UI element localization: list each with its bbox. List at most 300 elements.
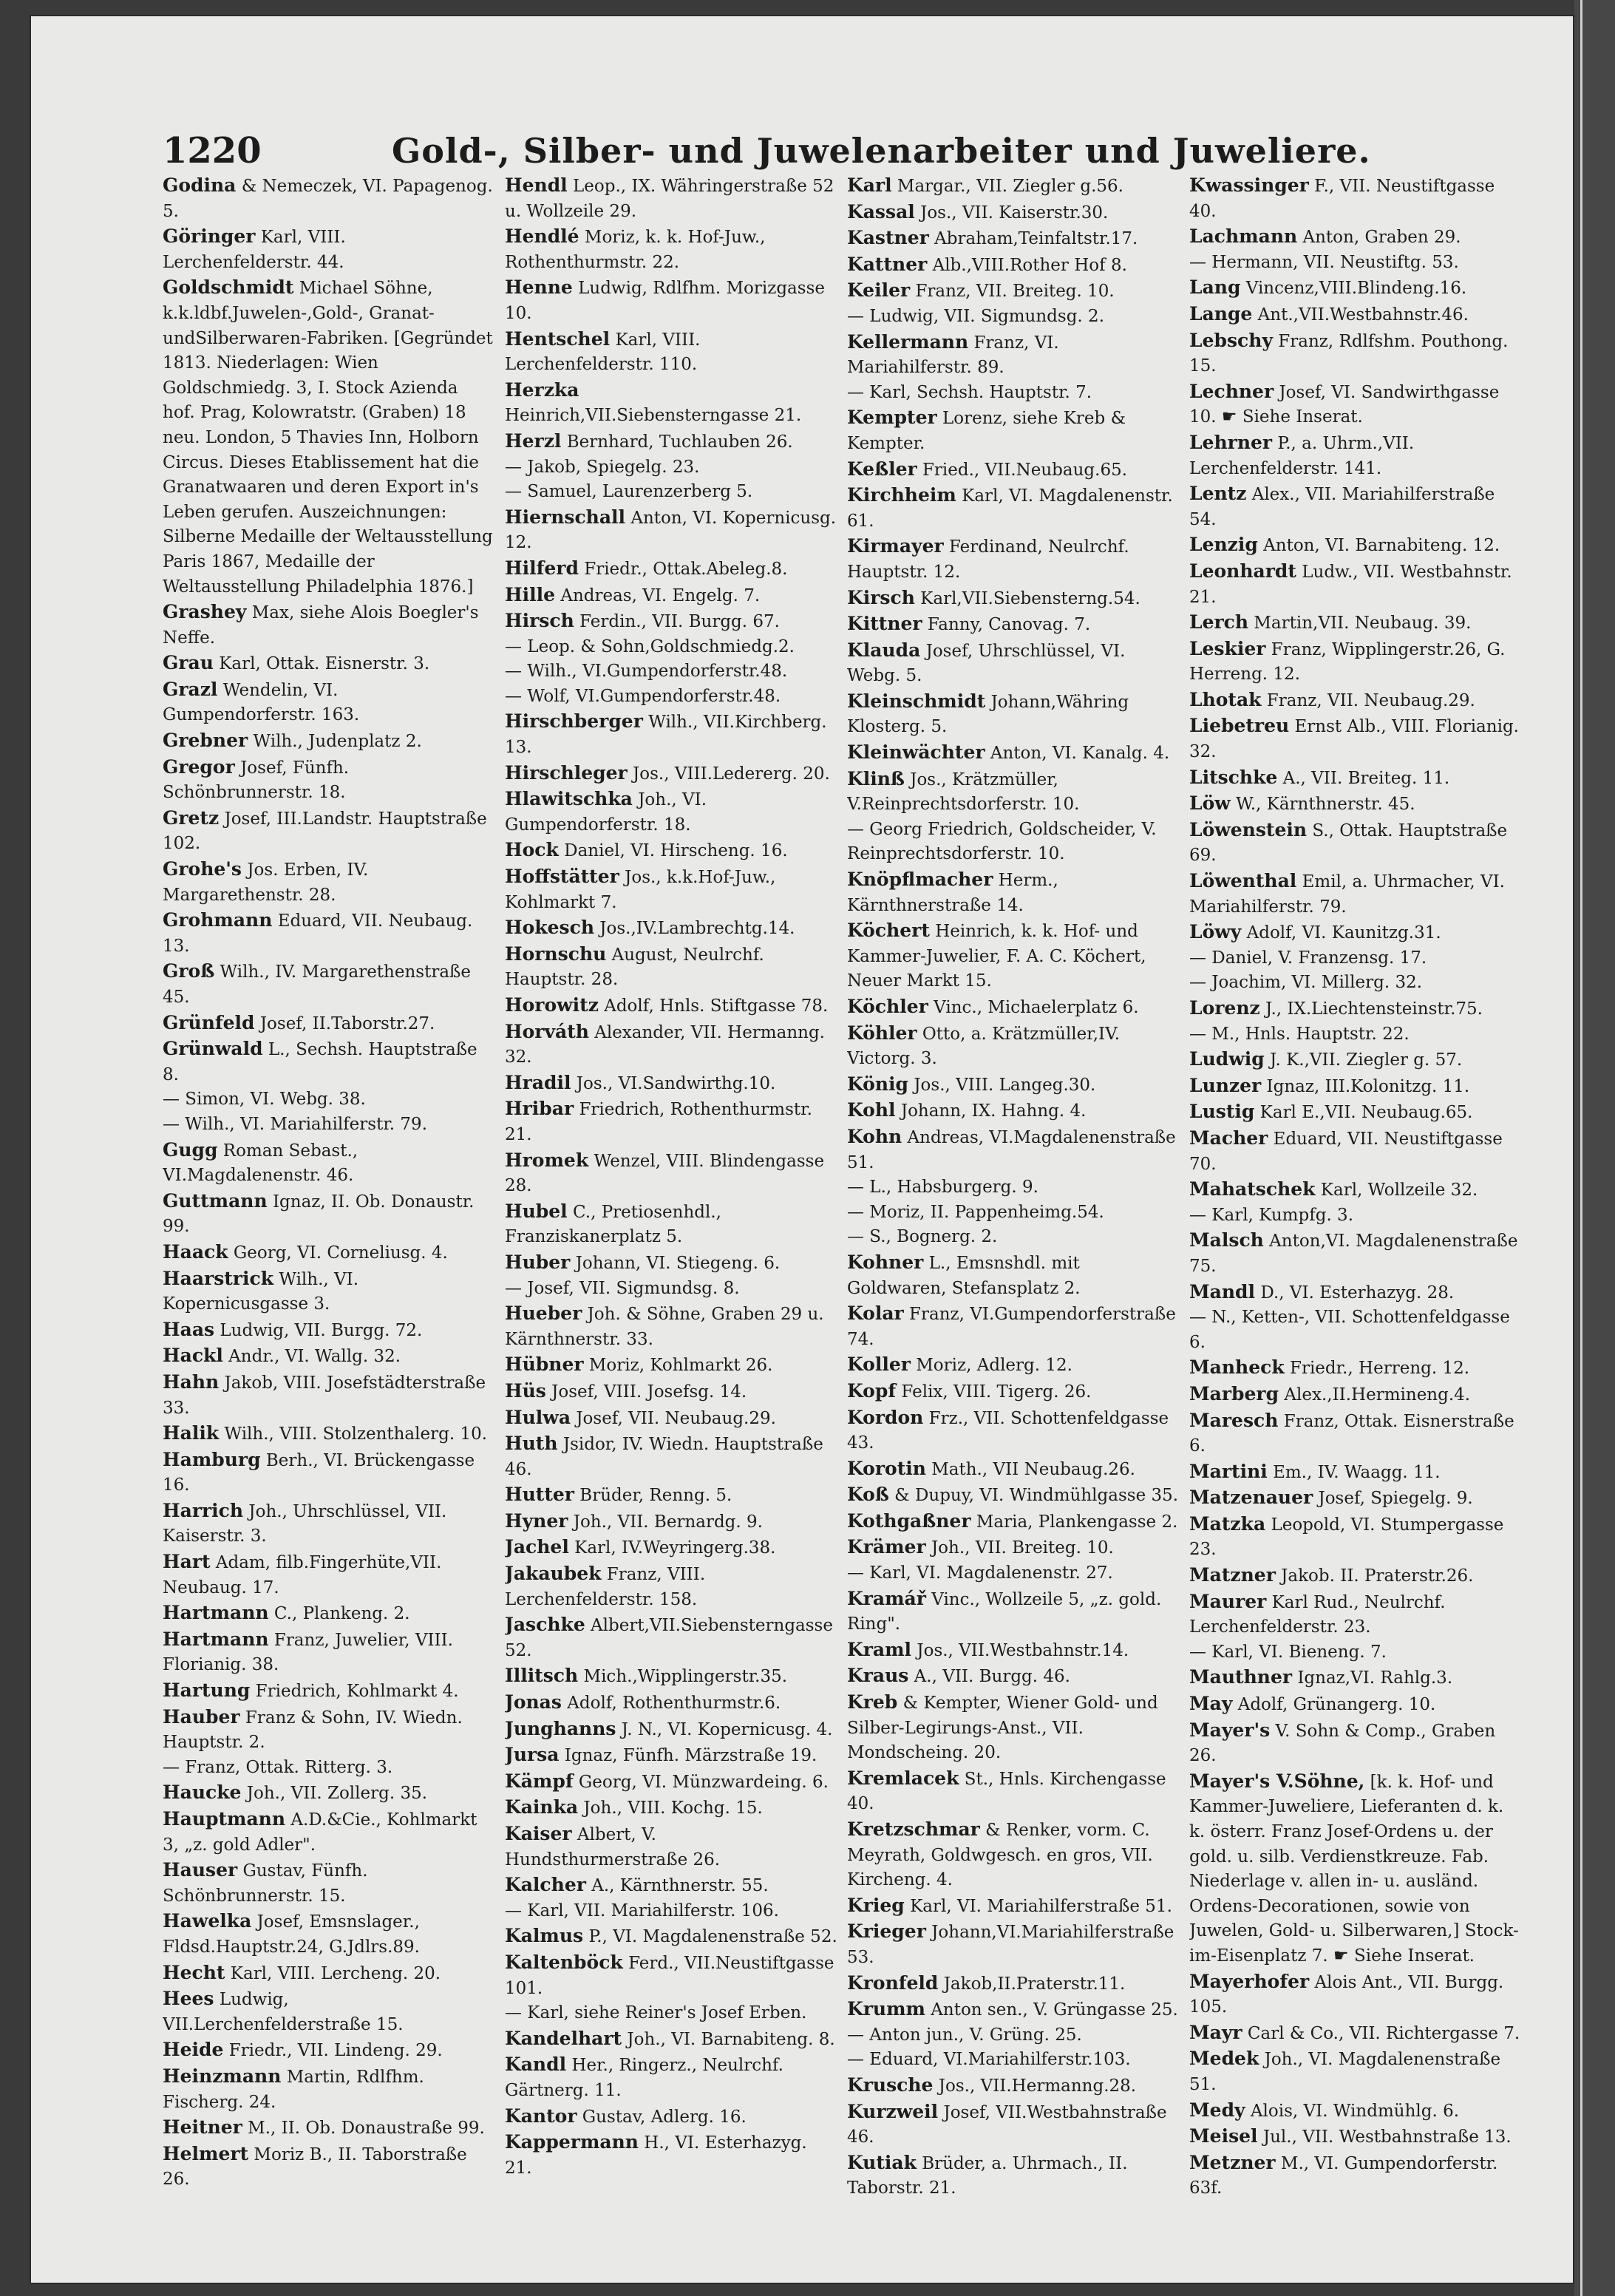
entry-details: — Jakob, Spiegelg. 23. (505, 457, 700, 477)
entry-name: Hendl (505, 174, 568, 196)
directory-entry (163, 1421, 495, 1447)
directory-entry (847, 1817, 1180, 1893)
directory-entry (163, 857, 495, 908)
directory-entry (505, 1795, 837, 1821)
entry-details: Heinrich,VII.Siebensterngasse 21. (505, 406, 802, 426)
entry-details: Ignaz,VI. Rahlg.3. (1292, 1668, 1453, 1688)
entry-name: Hawelka (163, 1910, 252, 1932)
entry-details: Franz & Sohn, IV. Wiedn. Hauptstr. 2. (163, 1708, 463, 1753)
entry-details: — Samuel, Laurenzerberg 5. (505, 482, 753, 502)
entry-details: Ignaz, II. Ob. Donaustr. 99. (163, 1192, 475, 1237)
entry-details: — Ludwig, VII. Sigmundsg. 2. (847, 306, 1104, 326)
entry-details: Alex., VII. Mariahilferstraße 54. (1189, 485, 1495, 529)
directory-entry (847, 918, 1180, 994)
entry-details: Karl, Ottak. Eisnerstr. 3. (213, 654, 430, 674)
entry-name: Mayr (1189, 2021, 1242, 2043)
directory-entry (1189, 713, 1522, 764)
entry-details: Josef, Fünfh. Schönbrunnerstr. 18. (163, 758, 350, 803)
entry-name: Guttmann (163, 1189, 268, 1212)
entry-name: Gugg (163, 1138, 218, 1161)
directory-entry (163, 755, 495, 806)
entry-details: [k. k. Hof- und Kammer-Juweliere, Lieferanten d. k. k. österr. Franz Josef-Ordens u. der gold. u. silb. Verdienstkreuze. Fab. Niederlage v. allen in- u. ausländ. Ordens-Decorationen, sowie von Juwelen, Gold- u. Silberwaren,] Stock-im-Eisenplatz 7. ☛ Siehe Inserat. (1189, 1772, 1519, 1966)
directory-entry (505, 942, 837, 993)
entry-details: Friedr., Ottak.Abeleg.8. (578, 559, 788, 579)
entry-details: Josef, II.Taborstr.27. (254, 1013, 435, 1033)
entry-name: Löw (1189, 792, 1231, 815)
directory-entry (847, 1482, 1180, 1509)
directory-entry (1189, 791, 1522, 818)
entry-details: Alex.,II.Hermineng.4. (1279, 1385, 1471, 1405)
entry-name: König (847, 1073, 909, 1095)
entry-name: Löwy (1189, 921, 1242, 943)
entry-details: Fried., VII.Neubaug.65. (917, 460, 1128, 480)
directory-entry (847, 1535, 1180, 1561)
entry-details: Alb.,VIII.Rother Hof 8. (927, 255, 1127, 275)
directory-entry (163, 1600, 495, 1627)
directory-entry (847, 278, 1180, 305)
entry-details: Joh., VI. Magdalenenstraße 51. (1189, 2050, 1501, 2094)
entry-details: Josef, VIII. Josefsg. 14. (545, 1382, 747, 1402)
entry-details: Karl, VI. Magdalenenstr. 61. (847, 486, 1173, 531)
entry-details: Mich.,Wipplingerstr.35. (578, 1667, 788, 1687)
entry-name: Kalcher (505, 1874, 586, 1896)
entry-name: Lehrner (1189, 431, 1273, 453)
directory-entry (505, 327, 837, 378)
entry-details: Wilh., VII.Kirchberg. 13. (505, 713, 827, 758)
directory-entry (1189, 1485, 1522, 1512)
entry-details: Johann, VI. Stiegeng. 6. (570, 1253, 781, 1273)
directory-entry (847, 483, 1180, 534)
entry-details: Adolf, Hnls. Stiftgasse 78. (598, 996, 829, 1016)
entry-name: Manheck (1189, 1356, 1285, 1379)
entry-details: Ignaz, III.Kolonitzg. 11. (1261, 1076, 1470, 1096)
directory-entry (847, 1766, 1180, 1817)
entry-details: Wilh., IV. Margarethenstraße 45. (163, 962, 472, 1007)
entry-details: St., Hnls. Kirchengasse 40. (847, 1769, 1166, 1814)
entry-name: Hüs (505, 1379, 546, 1402)
entry-name: May (1189, 1693, 1233, 1715)
directory-entry (163, 1087, 495, 1113)
entry-details: Roman Sebast., VI.Magdalenenstr. 46. (163, 1141, 358, 1186)
directory-entry (847, 1124, 1180, 1175)
entry-name: Kleinwächter (847, 741, 985, 764)
entry-name: Jakaubek (505, 1563, 602, 1585)
directory-entry (505, 1923, 837, 1950)
directory-entry (163, 1909, 495, 1960)
column-1 (163, 173, 495, 2228)
entry-name: Ludwig (1189, 1048, 1265, 1070)
entry-name: Leskier (1189, 637, 1266, 659)
directory-entry (505, 2104, 837, 2130)
entry-details: A., Kärnthnerstr. 55. (585, 1876, 769, 1896)
entry-details: — Josef, VII. Sigmundsg. 8. (505, 1278, 740, 1298)
entry-details: Josef, VI. Sandwirthgasse 10. ☛ Siehe Inserat. (1189, 382, 1500, 427)
entry-details: Michael Söhne, k.k.ldbf.Juwelen-,Gold-, Granat-undSilberwaren-Fabriken. [Gegründet 1813. Niederlagen: Wien Goldschmiedg. 3, I. Stock Azienda hof. Prag, Kolowratstr. (Graben) 18 neu. London, 5 Thavies Inn, Holborn Circus. Dieses Etablissement hat die Granatwaaren und deren Export in's Leben gerufen. Auszeichnungen: Silberne Medaille der Weltausstellung Paris 1867, Medaille der Weltausstellung Philadelphia 1876.] (163, 279, 493, 597)
directory-entry (1189, 610, 1522, 636)
entry-details: Karl, Wollzeile 32. (1315, 1181, 1478, 1200)
directory-entry (505, 1019, 837, 1070)
entry-details: Friedr., VII. Lindeng. 29. (223, 2041, 443, 2061)
entry-name: Hromek (505, 1149, 589, 1171)
entry-details: Leop., IX. Währingerstraße 52 u. Wollzeile 29. (505, 177, 834, 221)
directory-entry (1189, 559, 1522, 610)
entry-name: Halik (163, 1422, 220, 1444)
entry-name: Lhotak (1189, 688, 1262, 710)
entry-name: Harrich (163, 1499, 244, 1521)
entry-details: Jos., Krätzmüller, V.Reinprechtsdorferstr. 10. (847, 770, 1080, 815)
entry-name: Haucke (163, 1782, 242, 1804)
entry-details: Ferdinand, Neulrchf. Hauptstr. 12. (847, 537, 1129, 582)
entry-name: Kurzweil (847, 2100, 939, 2122)
entry-details: Karl, IV.Weyringerg.38. (568, 1538, 776, 1558)
entry-details: Joh., Uhrschlüssel, VII. Kaiserstr. 3. (163, 1501, 447, 1546)
directory-entry (505, 635, 837, 660)
entry-details: Anton, Graben 29. (1297, 228, 1461, 248)
directory-entry (1189, 636, 1522, 687)
entry-details: Josef, VII. Neubaug.29. (571, 1408, 776, 1428)
entry-details: C., Plankeng. 2. (268, 1604, 410, 1624)
entry-details: — Wilh., VI.Gumpendorferstr.48. (505, 662, 788, 682)
directory-entry (163, 1447, 495, 1498)
entry-details: — Karl, Kumpfg. 3. (1189, 1205, 1354, 1225)
directory-entry (847, 1663, 1180, 1690)
entry-name: Medek (1189, 2048, 1259, 2070)
entry-name: Kantor (505, 2105, 577, 2127)
directory-entry (1189, 1408, 1522, 1459)
entry-name: Klinß (847, 767, 905, 789)
entry-details: J. N., VI. Kopernicusg. 4. (616, 1719, 833, 1739)
entry-name: Lachmann (1189, 225, 1298, 248)
entry-name: Kandl (505, 2054, 567, 2076)
directory-entry (505, 1070, 837, 1097)
entry-details: & Renker, vorm. C. Meyrath, Goldwgesch. en gros, VII. Kircheng. 4. (847, 1821, 1153, 1890)
directory-entry (505, 429, 837, 455)
entry-name: Koß (847, 1484, 889, 1506)
directory-entry (505, 1535, 837, 1561)
entry-details: Heinrich, k. k. Hof- und Kammer-Juwelier, F. A. C. Köchert, Neuer Markt 15. (847, 922, 1146, 991)
directory-entry (1189, 869, 1522, 920)
entry-name: Mauthner (1189, 1666, 1293, 1688)
directory-entry (163, 1498, 495, 1549)
entry-name: Hecht (163, 1961, 225, 1983)
entry-name: Jachel (505, 1536, 569, 1558)
directory-entry (847, 740, 1180, 767)
entry-name: Mayer's V.Söhne, (1189, 1770, 1365, 1792)
entry-name: Kappermann (505, 2131, 639, 2153)
directory-entry (847, 585, 1180, 612)
directory-entry (505, 1690, 837, 1716)
entry-details: Johann,VI.Mariahilferstraße 53. (847, 1923, 1174, 1967)
entry-details: P., a. Uhrm.,VII. Lerchenfelderstr. 141. (1189, 433, 1415, 478)
entry-details: Andr., VI. Wallg. 32. (222, 1347, 401, 1367)
entry-name: Jaschke (505, 1614, 585, 1636)
entry-name: Macher (1189, 1127, 1268, 1149)
entry-name: Hiernschall (505, 506, 626, 528)
directory-entry (1189, 1022, 1522, 1047)
directory-entry (847, 2150, 1180, 2201)
entry-name: Krumm (847, 1998, 925, 2020)
entry-details: Anton sen., V. Grüngasse 25. (925, 2000, 1178, 2020)
directory-entry (847, 2099, 1180, 2150)
entry-details: Ignaz, Fünfh. Märzstraße 19. (559, 1746, 817, 1766)
entry-name: Hahn (163, 1371, 220, 1393)
entry-name: Hueber (505, 1302, 582, 1325)
directory-entry (1189, 1459, 1522, 1486)
entry-details: Jsidor, IV. Wiedn. Hauptstraße 46. (505, 1435, 823, 1479)
entry-name: Malsch (1189, 1229, 1264, 1251)
entry-details: Josef, Uhrschlüssel, VI. Webg. 5. (847, 641, 1126, 686)
entry-name: Hoffstätter (505, 866, 619, 888)
directory-entry (1189, 1665, 1522, 1691)
directory-entry (505, 1821, 837, 1872)
entry-name: Hokesch (505, 917, 594, 939)
entry-details: Margar., VII. Ziegler g.56. (891, 177, 1123, 196)
directory-entry (847, 1456, 1180, 1483)
entry-details: Karl,VII.Siebensterng.54. (914, 588, 1140, 608)
entry-details: — Karl, Sechsh. Hauptstr. 7. (847, 382, 1092, 402)
entry-name: Hackl (163, 1345, 223, 1367)
entry-details: & Nemeczek, VI. Papagenog. 5. (163, 177, 493, 221)
entry-details: — Moriz, II. Pappenheimg.54. (847, 1202, 1104, 1222)
entry-name: Godina (163, 174, 237, 196)
entry-details: A.D.&Cie., Kohlmarkt 3, „z. gold Adler". (163, 1810, 477, 1855)
directory-entry (1189, 1769, 1522, 1969)
entry-details: Felix, VIII. Tigerg. 26. (896, 1382, 1092, 1402)
page-title: Gold-, Silber- und Juwelenarbeiter und Juweliere. (392, 131, 1371, 171)
entry-details: Alexander, VII. Hermanng. 32. (505, 1022, 825, 1067)
directory-entry (505, 2026, 837, 2053)
directory-entry (505, 275, 837, 326)
entry-name: Heinzmann (163, 2065, 282, 2087)
entry-name: Matzka (1189, 1512, 1266, 1535)
directory-entry (1189, 1047, 1522, 1073)
directory-entry (847, 457, 1180, 483)
adjacent-page-edge (1574, 0, 1615, 2296)
directory-entry (847, 1301, 1180, 1352)
entry-details: Gustav, Fünfh. Schönbrunnerstr. 15. (163, 1861, 368, 1906)
entry-name: Hornschu (505, 942, 607, 965)
directory-entry (1189, 765, 1522, 792)
directory-entry (505, 556, 837, 583)
entry-name: Kattner (847, 253, 928, 275)
entry-name: Hribar (505, 1098, 574, 1120)
directory-entry (505, 608, 837, 635)
entry-details: Moriz, Kohlmarkt 26. (583, 1356, 773, 1376)
entry-details: F., VII. Neustiftgasse 40. (1189, 177, 1495, 221)
directory-entry (163, 1266, 495, 1317)
directory-entry (1189, 946, 1522, 971)
entry-name: Hutter (505, 1484, 574, 1506)
directory-entry (505, 1352, 837, 1379)
directory-entry (505, 1379, 837, 1405)
directory-entry (163, 2115, 495, 2142)
directory-entry (163, 2064, 495, 2115)
entry-details: — Anton jun., V. Grüng. 25. (847, 2025, 1082, 2045)
entry-name: Kalmus (505, 1925, 584, 1947)
directory-entry (1189, 1969, 1522, 2020)
directory-entry (163, 1240, 495, 1266)
entry-name: Hees (163, 1988, 214, 2010)
directory-entry (163, 1113, 495, 1138)
entry-name: Lustig (1189, 1101, 1255, 1123)
entry-details: — Wolf, VI.Gumpendorferstr.48. (505, 686, 781, 706)
entry-details: Frz., VII. Schottenfeldgasse 43. (847, 1408, 1169, 1453)
directory-entry (847, 305, 1180, 330)
entry-details: Ludwig, VII.Lerchenfelderstraße 15. (163, 1990, 404, 2034)
entry-name: Medy (1189, 2099, 1245, 2121)
entry-details: Friedrich, Rothenthurmstr. 21. (505, 1100, 812, 1144)
entry-name: Kandelhart (505, 2027, 622, 2049)
directory-entry (505, 659, 837, 685)
entry-details: Joh., VII. Bernardg. 9. (568, 1512, 763, 1532)
entry-details: Franz, VI.Gumpendorferstraße 74. (847, 1305, 1176, 1349)
entry-details: — Karl, siehe Reiner's Josef Erben. (505, 2003, 807, 2023)
entry-name: Martini (1189, 1460, 1268, 1482)
directory-entry (847, 689, 1180, 740)
entry-details: Andreas, VI. Engelg. 7. (555, 585, 761, 605)
entry-details: Georg, VI. Corneliusg. 4. (228, 1243, 448, 1263)
directory-entry (847, 1250, 1180, 1301)
entry-details: Karl, VIII. Lercheng. 20. (225, 1963, 441, 1983)
entry-details: V. Sohn & Comp., Graben 26. (1189, 1721, 1496, 1766)
entry-name: Goldschmidt (163, 276, 294, 299)
directory-entry (847, 611, 1180, 638)
entry-details: Jos., VIII.Ledererg. 20. (627, 764, 830, 784)
directory-entry (505, 1277, 837, 1302)
entry-details: Abraham,Teinfaltstr.17. (928, 229, 1138, 249)
entry-name: Hübner (505, 1354, 584, 1376)
entry-name: Henne (505, 276, 573, 299)
entry-details: Bernhard, Tuchlauben 26. (561, 432, 793, 452)
entry-details: Johann, IX. Hahng. 4. (895, 1101, 1087, 1121)
entry-name: Köchler (847, 996, 928, 1017)
entry-name: Kleinschmidt (847, 690, 986, 712)
entry-details: Albert,VII.Siebensterngasse 52. (505, 1616, 833, 1660)
entry-name: Heide (163, 2039, 224, 2061)
directory-entry (1189, 1691, 1522, 1718)
entry-details: Franz, Wipplingerstr.26, G. Herreng. 12. (1189, 639, 1506, 685)
entry-name: Korotin (847, 1457, 926, 1479)
directory-entry (163, 806, 495, 857)
directory-entry (1189, 1305, 1522, 1355)
entry-details: Berh., VI. Brückengasse 16. (163, 1450, 475, 1495)
directory-entry (1189, 1073, 1522, 1100)
directory-entry (1189, 379, 1522, 430)
entry-details: Friedrich, Kohlmarkt 4. (250, 1682, 459, 1702)
directory-entry (505, 173, 837, 224)
entry-name: Mandl (1189, 1280, 1256, 1302)
entry-details: Wilh., VI. Kopernicusgasse 3. (163, 1269, 359, 1314)
entry-details: Brüder, Renng. 5. (574, 1486, 732, 1506)
entry-name: Hauber (163, 1705, 240, 1728)
entry-details: Ferd., VII.Neustiftgasse 101. (505, 1953, 834, 1998)
entry-name: Lang (1189, 276, 1241, 299)
entry-details: Otto, a. Krätzmüller,IV. Victorg. 3. (847, 1024, 1121, 1069)
entry-details: Martin, Rdlfhm. Fischerg. 24. (163, 2067, 424, 2112)
directory-entry (1189, 1640, 1522, 1665)
directory-entry (1189, 2020, 1522, 2047)
entry-details: Carl & Co., VII. Richtergasse 7. (1242, 2023, 1520, 2043)
directory-entry (1189, 2046, 1522, 2097)
entry-name: Grau (163, 652, 214, 674)
entry-name: Horváth (505, 1020, 589, 1042)
directory-entry (505, 685, 837, 710)
entry-details: Jos., VII. Kaiserstr.30. (914, 203, 1109, 223)
entry-details: — Eduard, VI.Mariahilferstr.103. (847, 2050, 1131, 2070)
entry-name: Grünwald (163, 1038, 263, 1060)
entry-name: Kopf (847, 1379, 897, 1402)
entry-name: Grohe's (163, 858, 242, 880)
directory-entry (163, 1756, 495, 1781)
directory-entry (163, 173, 495, 224)
entry-name: Illitsch (505, 1665, 579, 1687)
directory-entry (163, 728, 495, 755)
directory-entry (505, 1250, 837, 1277)
directory-entry (505, 1405, 837, 1432)
entry-name: Hulwa (505, 1406, 571, 1428)
entry-details: D., VI. Esterhazyg. 28. (1255, 1283, 1455, 1302)
entry-name: Horowitz (505, 994, 599, 1016)
entry-name: Krieg (847, 1894, 905, 1916)
entry-details: Karl, VIII. Lerchenfelderstr. 110. (505, 330, 701, 375)
entry-name: Lerch (1189, 611, 1249, 634)
entry-name: Kittner (847, 613, 922, 635)
entry-details: — Daniel, V. Franzensg. 17. (1189, 948, 1427, 968)
directory-entry (847, 1919, 1180, 1970)
entry-name: Litschke (1189, 766, 1278, 788)
directory-entry (847, 2023, 1180, 2048)
entry-name: Hubel (505, 1200, 568, 1222)
entry-name: Kämpf (505, 1770, 574, 1792)
directory-entry (163, 1807, 495, 1858)
directory-entry (163, 1036, 495, 1087)
entry-details: Joh., VI. Gumpendorferstr. 18. (505, 790, 707, 835)
directory-entry (1189, 1126, 1522, 1177)
entry-details: Jos., VIII. Langeg.30. (908, 1075, 1096, 1095)
entry-name: Lebschy (1189, 329, 1273, 351)
entry-name: Jonas (505, 1691, 562, 1713)
entry-name: Kramář (847, 1587, 926, 1609)
entry-details: Ludwig, VII. Burgg. 72. (214, 1320, 423, 1340)
entry-name: Kraus (847, 1665, 909, 1687)
directory-entry (505, 224, 837, 275)
entry-details: Karl, VI. Mariahilferstraße 51. (904, 1896, 1172, 1916)
entry-name: Huber (505, 1251, 571, 1273)
entry-name: Hendlé (505, 225, 579, 248)
directory-entry (163, 908, 495, 959)
entry-details: Ludw., VII. Westbahnstr. 21. (1189, 562, 1512, 607)
entry-name: Kainka (505, 1796, 579, 1818)
directory-entry (847, 1997, 1180, 2023)
entry-name: Koller (847, 1354, 911, 1376)
page-number: 1220 (163, 130, 262, 171)
entry-name: Hart (163, 1551, 211, 1573)
entry-name: Löwenstein (1189, 818, 1308, 840)
entry-name: Hirsch (505, 610, 574, 632)
entry-name: Hradil (505, 1071, 571, 1093)
directory-entry (163, 1678, 495, 1705)
entry-details: Joh., VII. Breiteg. 10. (925, 1538, 1114, 1558)
entry-name: Mayer's (1189, 1719, 1271, 1741)
directory-entry (505, 864, 837, 915)
entry-name: Matzenauer (1189, 1487, 1313, 1509)
directory-entry (847, 867, 1180, 918)
entry-details: Franz, Juwelier, VIII. Florianig. 38. (163, 1630, 453, 1675)
directory-entry (163, 1705, 495, 1756)
entry-details: — Wilh., VI. Mariahilferstr. 79. (163, 1114, 428, 1134)
directory-entry (163, 1011, 495, 1037)
directory-columns (163, 173, 1520, 2228)
